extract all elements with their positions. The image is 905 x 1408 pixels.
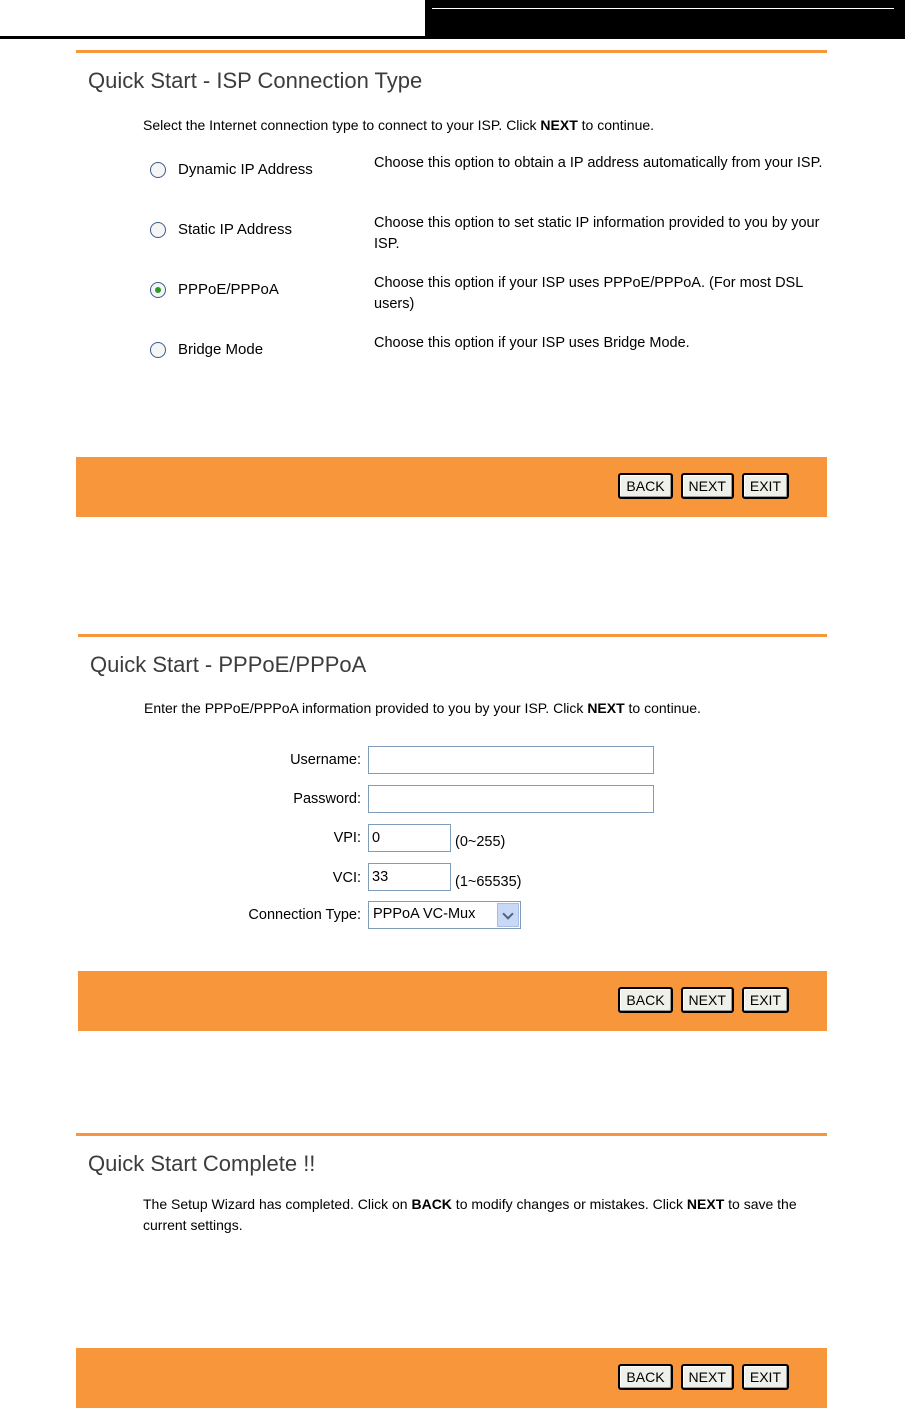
option-label[interactable]: Bridge Mode [178, 341, 264, 358]
connection-type-value: PPPoA VC-Mux [373, 906, 476, 922]
panel-footer [78, 971, 827, 1031]
button-group [618, 987, 789, 1013]
option-static-ip[interactable] [148, 213, 828, 257]
option-label[interactable]: Static IP Address [178, 221, 292, 238]
vpi-input[interactable] [368, 824, 451, 852]
next-button[interactable]: NEXT [681, 1364, 734, 1390]
radio-pppoe-pppoa[interactable] [150, 282, 166, 298]
option-bridge-mode[interactable] [148, 333, 828, 377]
page-title: Quick Start - ISP Connection Type [88, 68, 423, 93]
password-input[interactable] [368, 785, 654, 813]
page-title: Quick Start Complete !! [88, 1151, 316, 1176]
panel-footer [76, 457, 827, 517]
option-label[interactable]: Dynamic IP Address [178, 161, 313, 178]
back-button[interactable]: BACK [618, 1364, 672, 1390]
isp-connection-type-panel [76, 50, 827, 517]
intro-text: Select the Internet connection type to connect to your ISP. Click NEXT to continue. [143, 117, 655, 133]
radio-bridge-mode[interactable] [150, 342, 166, 358]
exit-button[interactable]: EXIT [742, 473, 789, 499]
button-group [618, 473, 789, 499]
exit-button[interactable]: EXIT [742, 987, 789, 1013]
pppoe-pppoa-panel [78, 634, 827, 1031]
username-input[interactable] [368, 746, 654, 774]
completion-text: The Setup Wizard has completed. Click on BACK to modify changes or mistakes. Click NEXT to save the current settings. [143, 1196, 797, 1233]
next-button[interactable]: NEXT [681, 473, 734, 499]
header-rule [0, 36, 905, 39]
header-black-bar [425, 0, 905, 36]
connection-type-select[interactable] [368, 901, 521, 929]
option-dynamic-ip[interactable] [148, 153, 828, 197]
vpi-label: VPI: [333, 830, 361, 846]
panel-footer [76, 1348, 827, 1408]
option-description: Choose this option to set static IP information provided to you by your ISP. [374, 215, 820, 252]
panel-top-border [76, 1133, 827, 1136]
option-label[interactable]: PPPoE/PPPoA [178, 281, 279, 298]
back-button[interactable]: BACK [618, 987, 672, 1013]
chevron-down-icon[interactable] [497, 903, 519, 927]
option-description: Choose this option if your ISP uses PPPoE/PPPoA. (For most DSL users) [374, 275, 803, 312]
password-label: Password: [293, 791, 361, 807]
header-bar-line [432, 8, 894, 9]
username-label: Username: [290, 752, 361, 768]
panel-top-border [76, 50, 827, 53]
page-title: Quick Start - PPPoE/PPPoA [90, 652, 367, 677]
connection-type-label: Connection Type: [248, 907, 361, 923]
option-pppoe-pppoa[interactable] [148, 273, 828, 317]
panel-top-border [78, 634, 827, 637]
exit-button[interactable]: EXIT [742, 1364, 789, 1390]
vci-range: (1~65535) [455, 874, 522, 890]
option-description: Choose this option if your ISP uses Bridge Mode. [374, 335, 690, 351]
radio-dynamic-ip[interactable] [150, 162, 166, 178]
intro-text: Enter the PPPoE/PPPoA information provided to you by your ISP. Click NEXT to continue. [144, 700, 701, 716]
next-button[interactable]: NEXT [681, 987, 734, 1013]
button-group [618, 1364, 789, 1390]
back-button[interactable]: BACK [618, 473, 672, 499]
radio-static-ip[interactable] [150, 222, 166, 238]
vpi-range: (0~255) [455, 834, 506, 850]
option-description: Choose this option to obtain a IP address automatically from your ISP. [374, 155, 823, 171]
vci-input[interactable] [368, 863, 451, 891]
vci-label: VCI: [332, 870, 361, 886]
quick-start-complete-panel [76, 1133, 827, 1408]
